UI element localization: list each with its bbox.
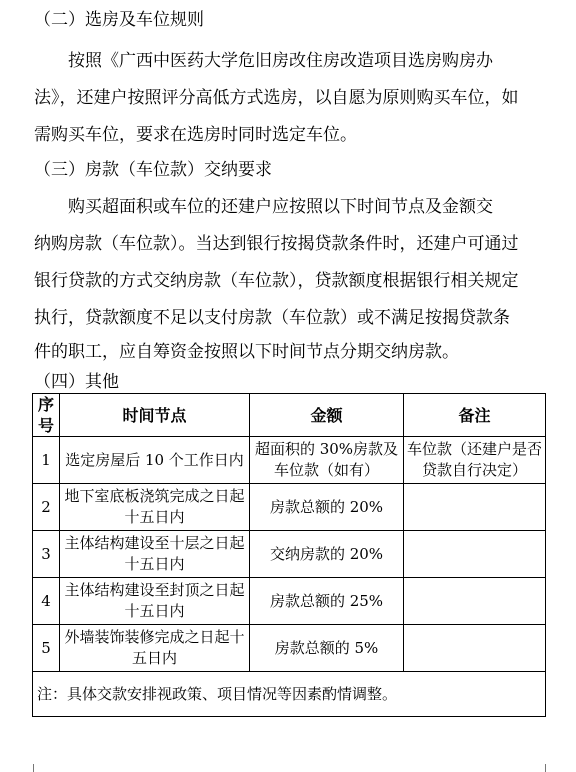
section-3-line-4: 执行，贷款额度不足以支付房款（车位款）或不满足按揭贷款条: [34, 308, 510, 328]
cell-amount: 房款总额的 25%: [250, 578, 404, 625]
cell-seq: 1: [33, 437, 60, 484]
table-note: 注：具体交款安排视政策、项目情况等因素酌情调整。: [33, 672, 546, 717]
payment-schedule-table: [32, 393, 546, 717]
table-row: [33, 625, 546, 672]
cell-seq: 2: [33, 484, 60, 531]
table-header-row: [33, 394, 546, 437]
section-3-line-5: 件的职工，应自筹资金按照以下时间节点分期交纳房款。: [34, 342, 459, 362]
section-2-line-3: 需购买车位，要求在选房时同时选定车位。: [34, 125, 357, 145]
table-row: [33, 531, 546, 578]
cell-remark: [404, 531, 546, 578]
cell-amount: 超面积的 30%房款及车位款（如有）: [250, 437, 404, 484]
cell-time: 主体结构建设至十层之日起十五日内: [60, 531, 250, 578]
section-4-heading: （四）其他: [34, 372, 119, 392]
section-3-heading: （三）房款（车位款）交纳要求: [34, 160, 272, 180]
cell-remark: [404, 578, 546, 625]
section-2-line-1: 按照《广西中医药大学危旧房改住房改造项目选房购房办: [68, 51, 493, 71]
section-3-line-1: 购买超面积或车位的还建户应按照以下时间节点及金额交: [68, 197, 493, 217]
cell-time: 地下室底板浇筑完成之日起十五日内: [60, 484, 250, 531]
cell-seq: 5: [33, 625, 60, 672]
page-margin-mark-right: [545, 764, 546, 772]
cell-seq: 4: [33, 578, 60, 625]
header-amount: 金额: [250, 394, 404, 437]
header-remark: 备注: [404, 394, 546, 437]
table-row: [33, 578, 546, 625]
header-time: 时间节点: [60, 394, 250, 437]
page-margin-mark-left: [33, 764, 34, 772]
cell-remark: 车位款（还建户是否贷款自行决定）: [404, 437, 546, 484]
cell-amount: 房款总额的 20%: [250, 484, 404, 531]
section-3-line-3: 银行贷款的方式交纳房款（车位款），贷款额度根据银行相关规定: [34, 271, 519, 291]
section-3-line-2: 纳购房款（车位款）。当达到银行按揭贷款条件时，还建户可通过: [34, 234, 519, 254]
table-row: [33, 437, 546, 484]
cell-amount: 交纳房款的 20%: [250, 531, 404, 578]
section-2-line-2: 法》，还建户按照评分高低方式选房，以自愿为原则购买车位，如: [34, 88, 519, 108]
cell-amount: 房款总额的 5%: [250, 625, 404, 672]
table-row: [33, 484, 546, 531]
cell-seq: 3: [33, 531, 60, 578]
cell-remark: [404, 484, 546, 531]
cell-time: 选定房屋后 10 个工作日内: [60, 437, 250, 484]
table-note-row: [33, 672, 546, 717]
cell-time: 主体结构建设至封顶之日起十五日内: [60, 578, 250, 625]
cell-time: 外墙装饰装修完成之日起十五日内: [60, 625, 250, 672]
cell-remark: [404, 625, 546, 672]
section-2-heading: （二）选房及车位规则: [34, 10, 204, 30]
header-seq: 序号: [33, 394, 60, 437]
